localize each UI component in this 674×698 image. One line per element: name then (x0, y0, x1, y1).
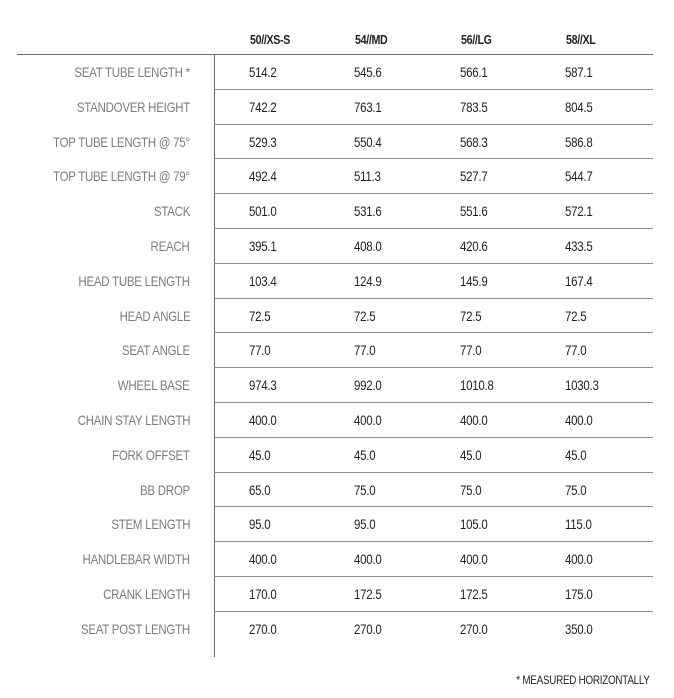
table-cell: 115.0 (565, 516, 592, 533)
table-cell: 75.0 (460, 481, 482, 498)
table-row (0, 542, 674, 577)
table-cell: 514.2 (249, 64, 277, 80)
table-cell: 45.0 (565, 446, 587, 463)
table-cell: 420.6 (460, 237, 488, 254)
column-header-lg: 56//LG (461, 32, 492, 47)
table-row (0, 299, 674, 334)
table-cell: 974.3 (249, 377, 277, 394)
table-cell: 95.0 (354, 516, 376, 533)
table-cell: 172.5 (460, 585, 488, 602)
table-cell: 75.0 (354, 481, 376, 498)
row-label: TOP TUBE LENGTH @ 79° (53, 168, 190, 185)
table-cell: 45.0 (354, 446, 376, 463)
row-label: FORK OFFSET (112, 446, 190, 463)
table-cell: 170.0 (249, 585, 277, 602)
table-row (0, 473, 674, 508)
table-cell: 572.1 (565, 203, 593, 220)
table-cell: 545.6 (354, 64, 382, 80)
table-cell: 145.9 (460, 272, 488, 289)
table-cell: 45.0 (460, 446, 482, 463)
table-cell: 566.1 (460, 64, 488, 80)
table-row (0, 507, 674, 542)
column-header-xl: 58//XL (566, 32, 596, 47)
row-label: CRANK LENGTH (103, 585, 190, 602)
table-cell: 75.0 (565, 481, 587, 498)
table-cell: 1030.3 (565, 377, 599, 394)
table-cell: 400.0 (249, 551, 277, 568)
table-cell: 531.6 (354, 203, 382, 220)
table-cell: 1010.8 (460, 377, 494, 394)
table-cell: 172.5 (354, 585, 382, 602)
table-cell: 501.0 (249, 203, 277, 220)
table-cell: 65.0 (249, 481, 271, 498)
table-row (0, 125, 674, 160)
table-cell: 992.0 (354, 377, 382, 394)
table-row (0, 90, 674, 125)
table-cell: 511.3 (354, 168, 381, 185)
table-row (0, 333, 674, 368)
table-cell: 742.2 (249, 98, 277, 115)
row-label: SEAT TUBE LENGTH * (74, 64, 190, 80)
row-label: SEAT ANGLE (122, 342, 190, 359)
row-label: STANDOVER HEIGHT (76, 98, 190, 115)
table-cell: 433.5 (565, 237, 593, 254)
row-label: WHEEL BASE (118, 377, 190, 394)
table-cell: 77.0 (249, 342, 271, 359)
table-cell: 77.0 (460, 342, 482, 359)
table-cell: 527.7 (460, 168, 488, 185)
table-row (0, 577, 674, 612)
table-cell: 72.5 (565, 307, 587, 324)
table-cell: 270.0 (354, 620, 382, 637)
table-row (0, 368, 674, 403)
table-cell: 400.0 (565, 411, 593, 428)
table-cell: 77.0 (354, 342, 376, 359)
table-cell: 400.0 (249, 411, 277, 428)
row-label: STEM LENGTH (111, 516, 190, 533)
table-row (0, 55, 674, 90)
row-label: CHAIN STAY LENGTH (77, 411, 190, 428)
table-cell: 550.4 (354, 133, 382, 150)
table-cell: 586.8 (565, 133, 593, 150)
table-cell: 400.0 (460, 551, 488, 568)
column-header-xs-s: 50//XS-S (250, 32, 291, 47)
table-cell: 124.9 (354, 272, 382, 289)
footnote: * MEASURED HORIZONTALLY (516, 673, 650, 687)
table-row (0, 264, 674, 299)
row-label: HEAD ANGLE (119, 307, 190, 324)
table-row (0, 194, 674, 229)
table-cell: 587.1 (565, 64, 593, 80)
row-label: REACH (151, 237, 190, 254)
table-row (0, 612, 674, 647)
table-row (0, 403, 674, 438)
row-label: TOP TUBE LENGTH @ 75° (53, 133, 190, 150)
table-cell: 103.4 (249, 272, 277, 289)
row-label: SEAT POST LENGTH (81, 620, 190, 637)
table-row (0, 229, 674, 264)
table-cell: 492.4 (249, 168, 277, 185)
table-cell: 72.5 (249, 307, 271, 324)
table-cell: 105.0 (460, 516, 488, 533)
table-cell: 395.1 (249, 237, 277, 254)
table-cell: 72.5 (354, 307, 376, 324)
table-cell: 544.7 (565, 168, 593, 185)
table-header-row (17, 26, 653, 55)
row-label: HEAD TUBE LENGTH (78, 272, 190, 289)
table-cell: 400.0 (354, 411, 382, 428)
table-cell: 72.5 (460, 307, 482, 324)
table-cell: 763.1 (354, 98, 382, 115)
row-label: STACK (153, 203, 190, 220)
table-cell: 804.5 (565, 98, 593, 115)
table-cell: 408.0 (354, 237, 382, 254)
table-cell: 400.0 (565, 551, 593, 568)
column-header-md: 54//MD (355, 32, 388, 47)
table-cell: 95.0 (249, 516, 271, 533)
table-cell: 400.0 (460, 411, 488, 428)
table-cell: 175.0 (565, 585, 593, 602)
table-cell: 568.3 (460, 133, 488, 150)
table-cell: 350.0 (565, 620, 593, 637)
table-body (0, 55, 674, 647)
table-cell: 270.0 (249, 620, 277, 637)
table-row (0, 438, 674, 473)
table-cell: 400.0 (354, 551, 382, 568)
table-row (0, 159, 674, 194)
table-cell: 77.0 (565, 342, 587, 359)
table-cell: 45.0 (249, 446, 271, 463)
table-cell: 270.0 (460, 620, 488, 637)
table-cell: 551.6 (460, 203, 488, 220)
row-label: BB DROP (140, 481, 190, 498)
table-cell: 167.4 (565, 272, 593, 289)
row-label: HANDLEBAR WIDTH (82, 551, 190, 568)
table-cell: 783.5 (460, 98, 488, 115)
table-cell: 529.3 (249, 133, 277, 150)
